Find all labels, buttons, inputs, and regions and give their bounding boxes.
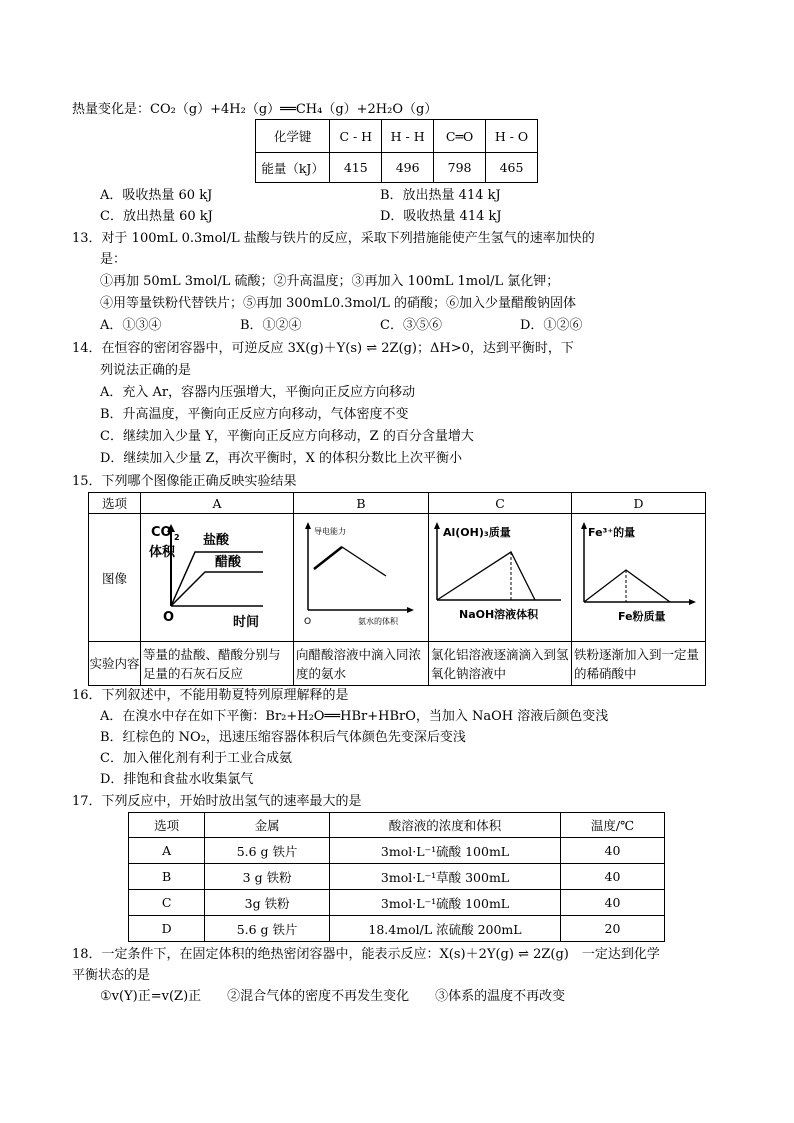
exp-a: 等量的盐酸、醋酸分别与足量的石灰石反应 xyxy=(141,642,294,686)
graph-a-origin: O xyxy=(163,610,175,625)
graph-a-svg xyxy=(141,514,293,638)
q15-graph-table xyxy=(88,492,706,686)
q18-conditions: ①v(Y)正=v(Z)正 ②混合气体的密度不再发生变化 ③体系的温度不再改变 xyxy=(100,989,566,1004)
cell: 温度/℃ xyxy=(561,813,665,838)
cell: 3mol·L⁻¹硫酸 100mL xyxy=(330,890,561,916)
row-label-image: 图像 xyxy=(89,514,141,642)
q13-option-a: A．①③④ xyxy=(100,318,162,333)
q12-option-d: D．吸收热量 414 kJ xyxy=(380,209,502,224)
q16-option-b: B．红棕色的 NO₂，迅速压缩容器体积后气体颜色先变深后变浅 xyxy=(100,730,466,745)
graph-b-xlabel: 氨水的体积 xyxy=(358,617,398,626)
cell: 选项 xyxy=(129,813,205,838)
q16-option-c: C．加入催化剂有利于工业合成氨 xyxy=(100,751,292,766)
q14-option-a: A．充入 Ar，容器内压强增大，平衡向正反应方向移动 xyxy=(100,385,416,400)
graph-a-ylabel-sub: 2 xyxy=(174,533,180,542)
q14-option-b: B．升高温度，平衡向正反应方向移动，气体密度不变 xyxy=(100,407,409,422)
graph-a-curve-acetic: 醋酸 xyxy=(215,555,242,570)
graph-b-svg xyxy=(294,514,428,638)
cell: H - H xyxy=(382,120,434,153)
cell: 5.6 g 铁片 xyxy=(205,916,330,942)
cell: C═O xyxy=(434,120,486,153)
cell: D xyxy=(572,493,706,514)
graph-c-xlabel: NaOH溶液体积 xyxy=(459,608,539,621)
q16-option-d: D．排饱和食盐水收集氯气 xyxy=(100,772,254,787)
q16-option-a: A．在溴水中存在如下平衡：Br₂+H₂O══HBr+HBrO，当加入 NaOH 溶液后颜色变浅 xyxy=(100,709,609,724)
cell: 3mol·L⁻¹草酸 300mL xyxy=(330,864,561,890)
cell: 415 xyxy=(330,153,382,183)
graph-d-xlabel: Fe粉质量 xyxy=(618,610,666,623)
graph-a-ylabel: CO xyxy=(151,525,172,540)
graph-a xyxy=(141,514,294,642)
cell: 40 xyxy=(561,890,665,916)
q17-table xyxy=(128,812,665,942)
cell: 20 xyxy=(561,916,665,942)
graph-a-curve-hcl: 盐酸 xyxy=(203,533,230,548)
graph-c-ylabel: Al(OH)₃质量 xyxy=(443,526,511,539)
q14-option-d: D．继续加入少量 Z，再次平衡时，X 的体积分数比上次平衡小 xyxy=(100,451,462,466)
cell: 40 xyxy=(561,838,665,864)
cell: 18.4mol/L 浓硫酸 200mL xyxy=(330,916,561,942)
cell: A xyxy=(129,838,205,864)
cell: 化学键 xyxy=(256,120,330,153)
exp-c: 氯化铝溶液逐滴滴入到氢氧化钠溶液中 xyxy=(429,642,572,686)
q12-option-c: C．放出热量 60 kJ xyxy=(100,209,213,224)
q13-option-b: B．①②④ xyxy=(240,318,302,333)
cell: 798 xyxy=(434,153,486,183)
cell: 3mol·L⁻¹硫酸 100mL xyxy=(330,838,561,864)
q13-stem: 13．对于 100mL 0.3mol/L 盐酸与铁片的反应，采取下列措施能使产生氢气的速率加快的 xyxy=(72,231,595,246)
cell: 3 g 铁粉 xyxy=(205,864,330,890)
cell: 能量（kJ） xyxy=(256,153,330,183)
cell: B xyxy=(294,493,429,514)
q13-stem-cont: 是： xyxy=(100,252,127,267)
cell: 465 xyxy=(486,153,538,183)
cell: 3g 铁粉 xyxy=(205,890,330,916)
q12-bond-table xyxy=(255,119,538,183)
q16-stem: 16．下列叙述中，不能用勒夏特列原理解释的是 xyxy=(72,688,349,703)
q13-measures-1: ①再加 50mL 3mol/L 硫酸；②升高温度；③再加入 100mL 1mol/L 氯化钾； xyxy=(100,274,560,289)
graph-a-xlabel: 时间 xyxy=(233,615,260,630)
cell: H - O xyxy=(486,120,538,153)
q13-measures-2: ④用等量铁粉代替铁片；⑤再加 300mL0.3mol/L 的硝酸；⑥加入少量醋酸钠固体 xyxy=(100,296,577,311)
graph-d xyxy=(572,514,706,642)
graph-d-ylabel: Fe³⁺的量 xyxy=(588,526,636,539)
q14-stem: 14．在恒容的密闭容器中，可逆反应 3X(g)＋Y(s) ⇌ 2Z(g)；ΔH>0，达到平衡时，下 xyxy=(72,341,574,356)
cell: C - H xyxy=(330,120,382,153)
q14-option-c: C．继续加入少量 Y，平衡向正反应方向移动，Z 的百分含量增大 xyxy=(100,429,474,444)
cell: D xyxy=(129,916,205,942)
q12-option-a: A．吸收热量 60 kJ xyxy=(100,188,213,203)
exp-b: 向醋酸溶液中滴入同浓度的氨水 xyxy=(294,642,429,686)
exp-d: 铁粉逐渐加入到一定量的稀硝酸中 xyxy=(572,642,706,686)
graph-c xyxy=(429,514,572,642)
q17-stem: 17．下列反应中，开始时放出氢气的速率最大的是 xyxy=(72,794,362,809)
q15-stem: 15．下列哪个图像能正确反映实验结果 xyxy=(72,474,297,489)
graph-b-origin: O xyxy=(304,617,312,627)
q14-stem-cont: 列说法正确的是 xyxy=(100,363,192,378)
cell: A xyxy=(141,493,294,514)
cell: 496 xyxy=(382,153,434,183)
graph-d-svg xyxy=(572,514,705,638)
row-label-experiment: 实验内容 xyxy=(89,642,141,686)
graph-a-ylabel-2: 体积 xyxy=(149,545,176,560)
q13-option-d: D．①②⑥ xyxy=(520,318,583,333)
graph-b-ylabel: 导电能力 xyxy=(314,527,346,536)
cell: B xyxy=(129,864,205,890)
graph-c-svg xyxy=(429,514,571,638)
cell: 40 xyxy=(561,864,665,890)
q18-stem-cont: 平衡状态的是 xyxy=(72,968,151,983)
q12-intro: 热量变化是：CO₂（g）+4H₂（g）══CH₄（g）+2H₂O（g） xyxy=(72,102,438,117)
q12-option-b: B．放出热量 414 kJ xyxy=(380,188,501,203)
q18-stem: 18．一定条件下，在固定体积的绝热密闭容器中，能表示反应：X(s)＋2Y(g) ⇌ 2Z(g) 一定达到化学 xyxy=(72,947,660,962)
q13-option-c: C．③⑤⑥ xyxy=(380,318,442,333)
cell: 5.6 g 铁片 xyxy=(205,838,330,864)
graph-b xyxy=(294,514,429,642)
cell: C xyxy=(129,890,205,916)
cell: 酸溶液的浓度和体积 xyxy=(330,813,561,838)
cell: C xyxy=(429,493,572,514)
cell: 金属 xyxy=(205,813,330,838)
cell: 选项 xyxy=(89,493,141,514)
